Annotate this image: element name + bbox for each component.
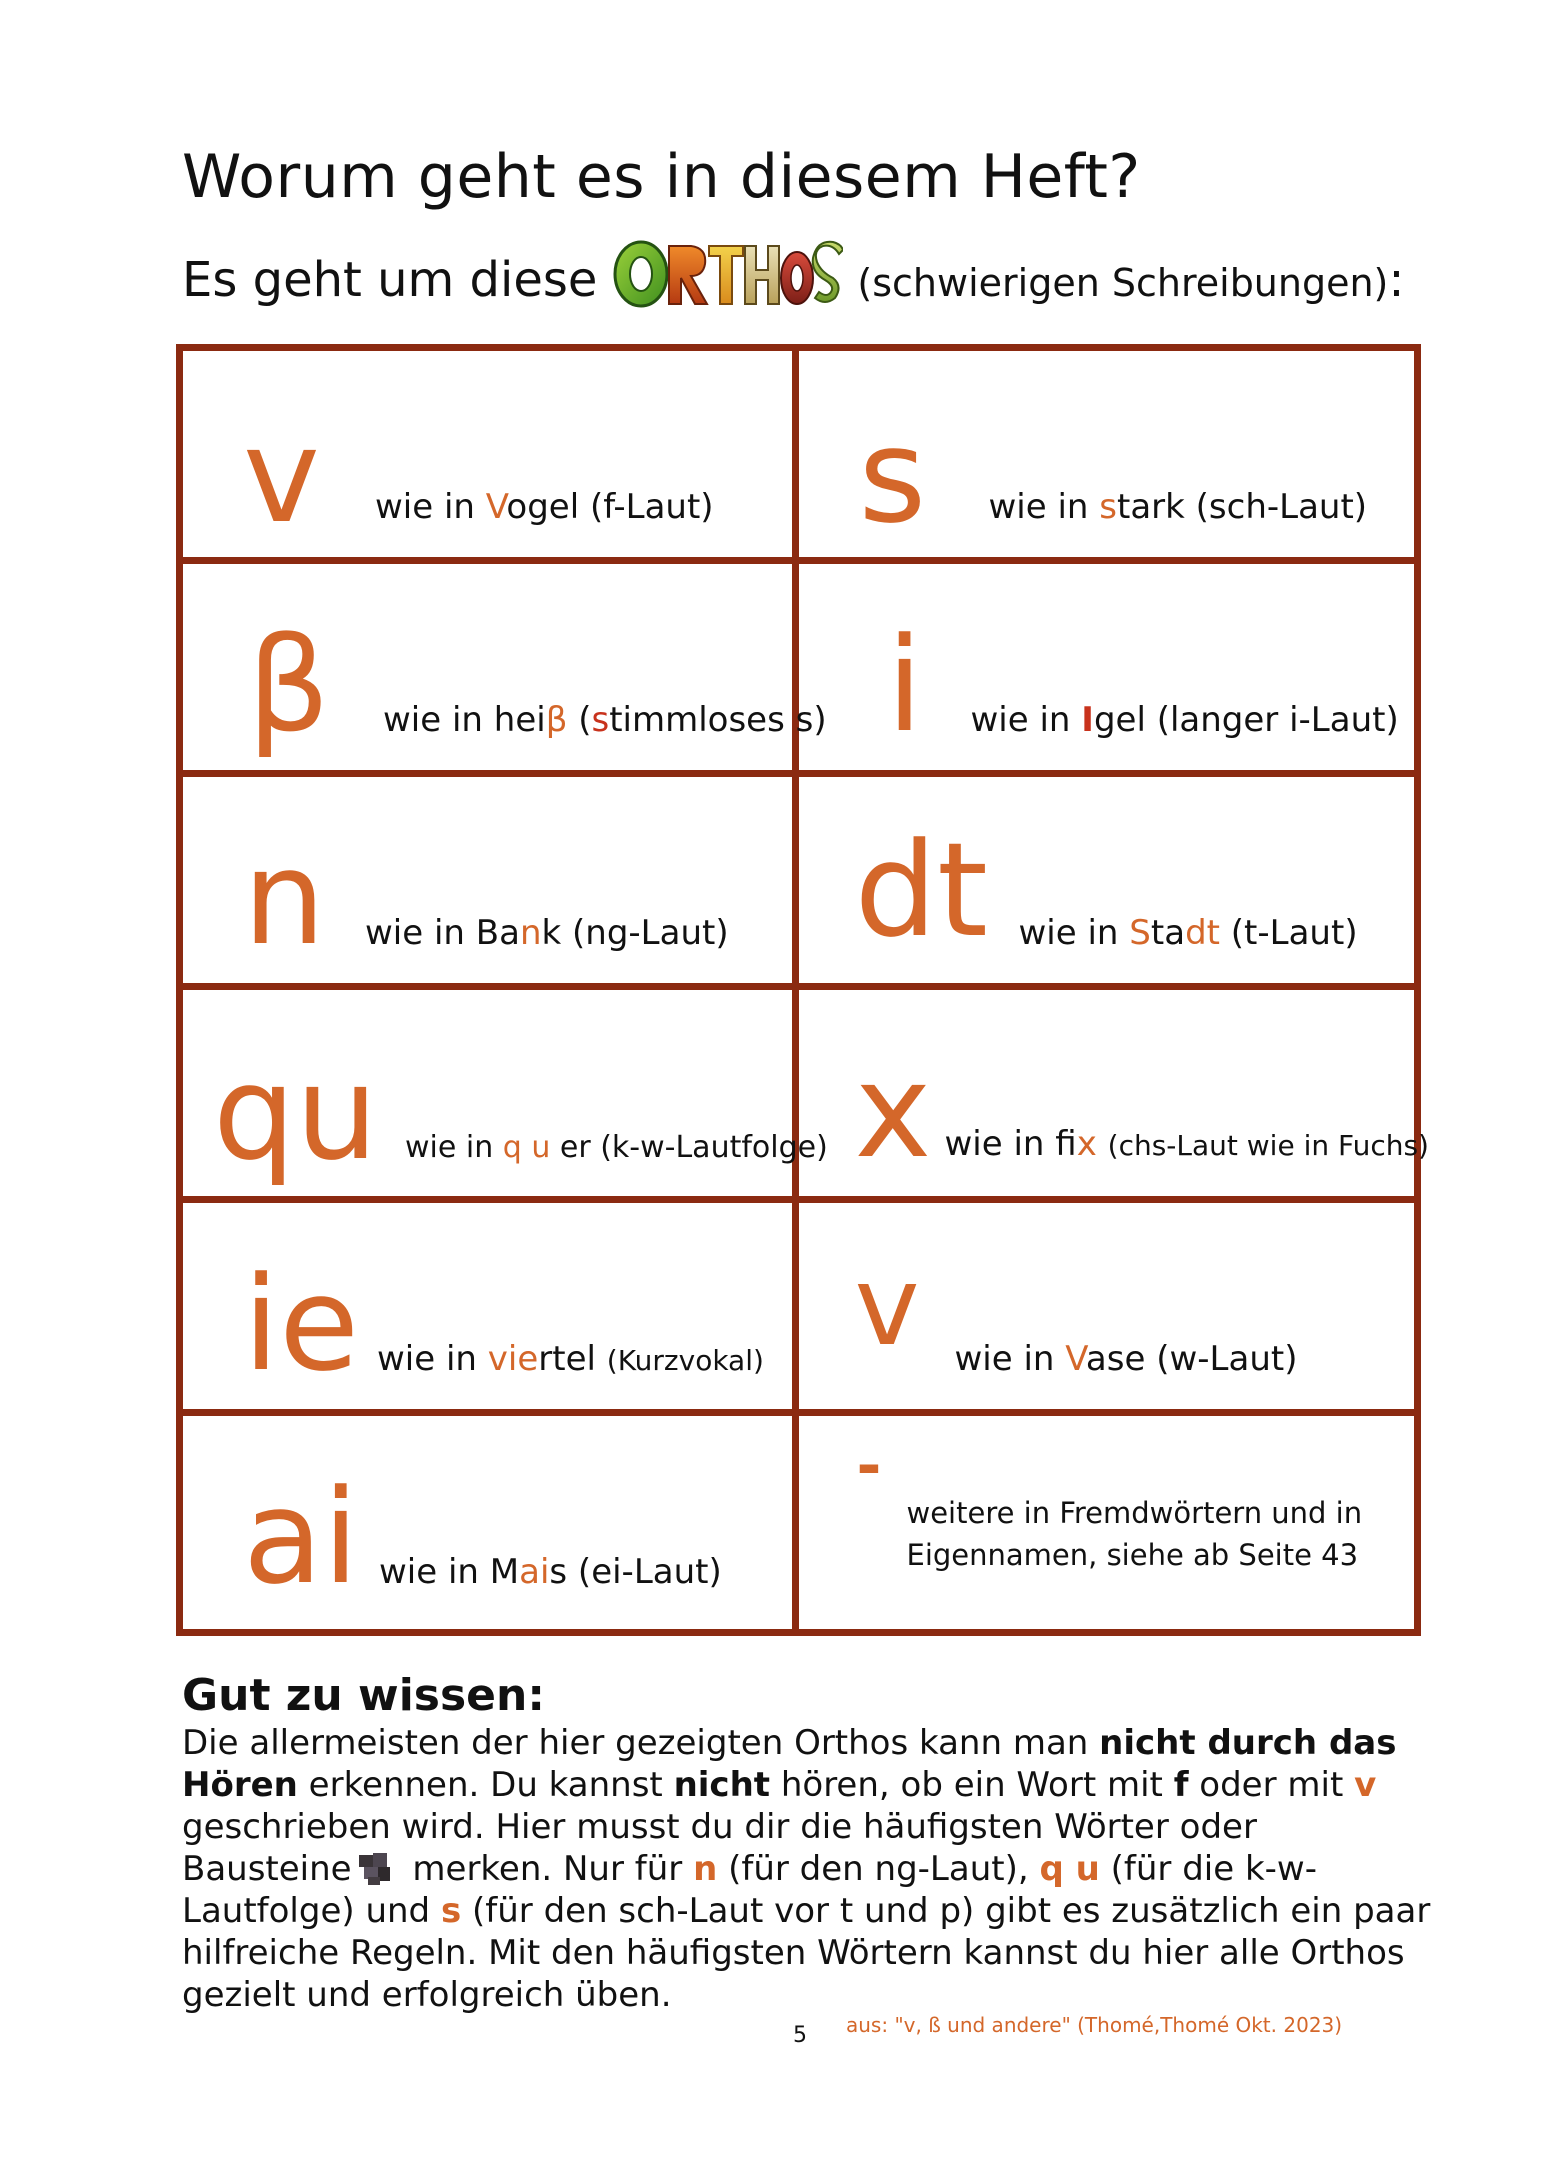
orthos-table [176, 344, 1429, 1636]
orthos-card-v-w [799, 1203, 1415, 1416]
ortho-glyph: qu [213, 1037, 378, 1189]
ortho-glyph: i [886, 609, 923, 761]
orthos-card-dt [799, 777, 1415, 990]
ortho-description: wie in q u er (k-w-Lautfolge) [405, 1130, 828, 1165]
orthos-card-ie [183, 1203, 799, 1416]
orthos-card-qu [183, 990, 828, 1203]
orthos-card-ai [183, 1416, 799, 1629]
subtitle-colon: : [1388, 252, 1405, 308]
ortho-description: wie in Bank (ng-Laut) [365, 913, 729, 953]
orthos-card-x [799, 990, 1429, 1203]
ortho-glyph: v [243, 400, 320, 552]
ortho-glyph: dt [854, 814, 988, 966]
ortho-description: wie in stark (sch-Laut) [988, 487, 1368, 527]
orthos-card-more [799, 1416, 1415, 1629]
source-citation: aus: "v, ß und andere" (Thomé,Thomé Okt. 2023) [846, 2013, 1343, 2037]
orthos-card-v-f [183, 351, 799, 564]
building-block-icon [356, 1849, 394, 1887]
ortho-glyph: s [858, 400, 927, 552]
ortho-glyph: - [856, 1431, 882, 1501]
ortho-description: wie in Mais (ei-Laut) [379, 1552, 722, 1592]
ortho-description: wie in viertel (Kurzvokal) [377, 1339, 764, 1379]
ortho-glyph: v [854, 1242, 920, 1370]
subtitle-after: (schwierigen Schreibungen) [857, 261, 1389, 305]
ortho-glyph: x [854, 1035, 932, 1187]
ortho-description-line: Eigennamen, siehe ab Seite 43 [906, 1538, 1359, 1572]
ortho-description: wie in Vase (w-Laut) [954, 1339, 1298, 1379]
ortho-description: wie in Igel (langer i-Laut) [970, 700, 1399, 740]
ortho-description: wie in Vogel (f-Laut) [375, 487, 714, 527]
ortho-glyph: ie [243, 1248, 360, 1400]
ortho-glyph: n [243, 822, 326, 974]
ortho-description: wie in heiβ (stimmloses s) [383, 700, 827, 740]
orthos-logo-icon [611, 234, 843, 322]
ortho-description-line: weitere in Fremdwörtern und in [906, 1496, 1363, 1530]
good-to-know-heading: Gut zu wissen: [182, 1670, 545, 1721]
orthos-card-n [183, 777, 799, 990]
orthos-card-i [799, 564, 1415, 777]
good-to-know-text: Die allermeisten der hier gezeigten Orthos kann man nicht durch das Hören erkennen. Du kannst nicht hören, ob ein Wort mit f oder mit v geschrieben wird. Hier musst du dir die häufigsten Wörter oder Bausteine merken. Nur für n (für den ng-Laut), q u (für die k-w-Lautfolge) und s (für den sch-Laut vor t und p) gibt es zusätzlich ein paar hilfreiche Regeln. Mit den häufigsten Wörtern kannst du hier alle Orthos gezielt und erfolgreich üben. [182, 1723, 1431, 2015]
orthos-card-s [799, 351, 1415, 564]
ortho-glyph: ai [243, 1461, 359, 1613]
ortho-description: wie in Stadt (t-Laut) [1018, 913, 1358, 953]
ortho-description: wie in fix (chs-Laut wie in Fuchs) [944, 1124, 1429, 1164]
page-title: Worum geht es in diesem Heft? [182, 142, 1141, 212]
subtitle-before: Es geht um diese [182, 252, 598, 308]
subtitle [182, 244, 1405, 322]
ortho-glyph: β [247, 609, 330, 761]
orthos-card-sz [183, 564, 827, 777]
page-number: 5 [793, 2023, 807, 2048]
